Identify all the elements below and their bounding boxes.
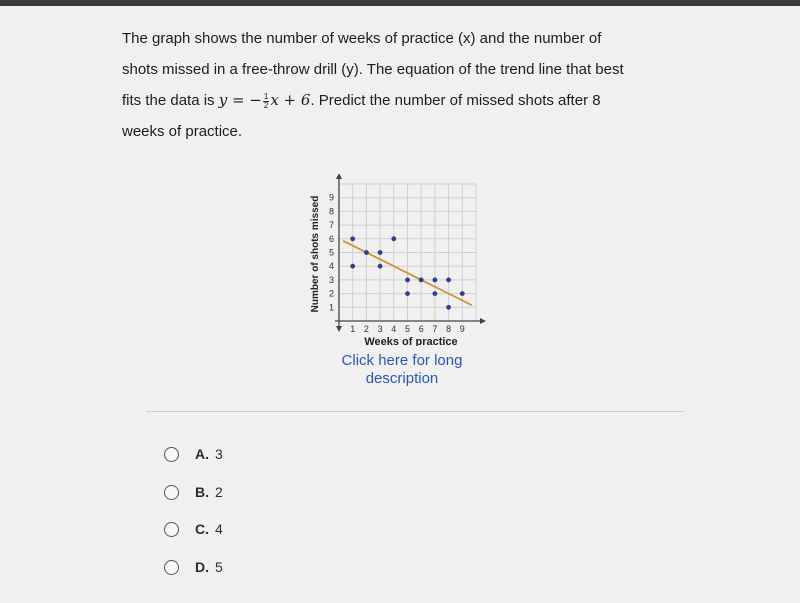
fraction-numerator: 1 — [263, 91, 269, 101]
choice-d-radio[interactable] — [164, 560, 179, 575]
x-tick-label: 6 — [418, 324, 424, 334]
choice-a-radio[interactable] — [164, 447, 179, 462]
question-line-3-post: . Predict the number of missed shots after 8 — [310, 92, 601, 109]
equation-lhs: y = − — [218, 91, 262, 109]
x-tick-label: 7 — [432, 324, 438, 334]
choice-b[interactable] — [164, 481, 223, 503]
data-point — [446, 305, 451, 310]
y-tick-label: 6 — [328, 233, 334, 244]
choice-d-letter: D. — [195, 559, 209, 575]
y-tick-label: 4 — [328, 261, 334, 272]
x-tick-label: 9 — [459, 324, 465, 334]
equation-rhs: x + 6 — [270, 91, 311, 109]
choice-d-value: 5 — [215, 559, 223, 575]
y-tick-label: 7 — [328, 220, 334, 231]
question-line-2: shots missed in a free-throw drill (y). The equation of the trend line that best — [122, 60, 624, 78]
data-point — [433, 291, 438, 296]
y-axis-label: Number of shots missed — [310, 195, 321, 313]
y-tick-label: 2 — [328, 288, 334, 299]
y-axis-arrow-down — [336, 326, 342, 332]
choice-a-value: 3 — [215, 446, 223, 462]
divider — [146, 411, 684, 412]
data-point — [364, 250, 369, 255]
question-line-3 — [122, 85, 702, 117]
y-tick-label: 3 — [328, 274, 334, 285]
plot-grid — [339, 184, 476, 321]
choice-b-radio[interactable] — [164, 485, 179, 500]
browser-top-strip — [0, 0, 800, 6]
y-tick-label: 8 — [328, 206, 334, 217]
y-tick-label: 1 — [328, 302, 334, 313]
data-point — [350, 236, 355, 241]
choice-c-letter: C. — [195, 521, 209, 537]
long-description-link[interactable] — [322, 352, 482, 388]
x-tick-label: 5 — [404, 324, 411, 334]
long-description-line-1: Click here for long — [341, 352, 463, 369]
choice-d[interactable] — [164, 556, 223, 578]
x-tick-label: 4 — [391, 324, 397, 334]
question-text — [122, 24, 702, 147]
x-tick-label: 2 — [363, 324, 369, 334]
scatter-plot — [306, 174, 496, 346]
data-point — [378, 264, 383, 269]
long-description-line-2: description — [365, 370, 439, 387]
choice-c-radio[interactable] — [164, 522, 179, 537]
choice-c-value: 4 — [215, 521, 223, 537]
data-point — [405, 291, 410, 296]
x-axis-label: Weeks of practice — [364, 336, 458, 346]
question-line-1: The graph shows the number of weeks of practice (x) and the number of — [122, 30, 602, 47]
data-point — [446, 278, 451, 283]
question-line-3-pre: fits the data is — [122, 92, 219, 109]
data-point — [405, 278, 410, 283]
fraction-denominator: 2 — [263, 100, 269, 110]
data-point — [419, 278, 424, 283]
choice-a-letter: A. — [195, 446, 209, 462]
x-tick-label: 8 — [446, 324, 452, 334]
scatter-plot-svg — [306, 174, 496, 346]
y-tick-label: 5 — [328, 247, 334, 258]
data-point — [350, 264, 355, 269]
data-point — [433, 278, 438, 283]
y-axis-arrow-up — [336, 174, 342, 179]
plot-tick-labels — [329, 193, 465, 334]
x-tick-label: 1 — [350, 324, 356, 334]
choice-c[interactable] — [164, 518, 223, 540]
data-point — [460, 291, 465, 296]
x-axis-arrow — [480, 318, 486, 324]
question-line-4: weeks of practice. — [122, 122, 243, 140]
choice-b-letter: B. — [195, 484, 209, 500]
data-point — [391, 236, 396, 241]
choice-a[interactable] — [164, 443, 223, 465]
equation-fraction — [263, 93, 269, 110]
choice-b-value: 2 — [215, 484, 223, 500]
x-tick-label: 3 — [377, 324, 383, 334]
data-point — [378, 250, 383, 255]
y-tick-label: 9 — [328, 192, 334, 203]
